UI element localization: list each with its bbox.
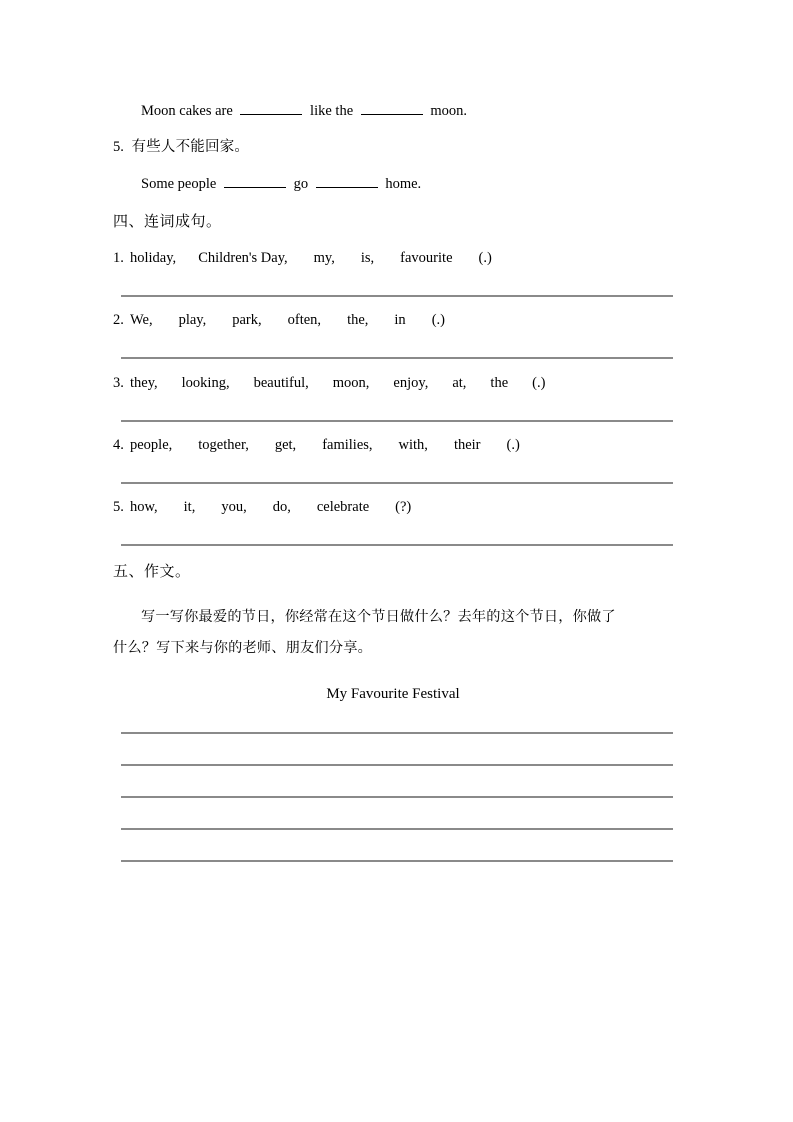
answer-middle: go	[293, 176, 309, 192]
answer-blank[interactable]	[361, 101, 423, 115]
sentence-order-item-3	[113, 375, 545, 392]
section-four-heading: 四、连词成句。	[113, 212, 222, 230]
word: you,	[221, 499, 247, 515]
word: favourite	[400, 250, 453, 266]
word: how,	[130, 499, 158, 515]
answer-prefix: Moon cakes are	[141, 103, 233, 119]
essay-writing-line[interactable]	[121, 732, 673, 734]
essay-prompt-line-1: 写一写你最爱的节日，你经常在这个节日做什么？去年的这个节日，你做了	[141, 609, 616, 625]
item-number: 2.	[113, 312, 124, 328]
word: they,	[130, 375, 158, 391]
item-number: 1.	[113, 250, 124, 266]
punctuation-hint: (.)	[506, 437, 520, 453]
item5-chinese-text: 有些人不能回家。	[131, 139, 250, 155]
item-number: 4.	[113, 437, 124, 453]
answer-rule[interactable]	[121, 357, 673, 359]
word: my,	[313, 250, 335, 266]
essay-writing-line[interactable]	[121, 828, 673, 830]
answer-middle: like the	[310, 103, 354, 119]
answer-prefix: Some people	[141, 176, 217, 192]
item-number: 5.	[113, 139, 124, 155]
word: it,	[183, 499, 196, 515]
answer-suffix: home.	[385, 176, 422, 192]
essay-writing-line[interactable]	[121, 764, 673, 766]
word: in	[394, 312, 406, 328]
sentence-order-item-2	[113, 312, 445, 329]
answer-rule[interactable]	[121, 482, 673, 484]
punctuation-hint: (?)	[395, 499, 412, 515]
answer-blank[interactable]	[316, 174, 378, 188]
word: beautiful,	[253, 375, 309, 391]
sentence-order-item-5	[113, 499, 411, 516]
essay-writing-line[interactable]	[121, 796, 673, 798]
answer-blank[interactable]	[224, 174, 286, 188]
item-number: 3.	[113, 375, 124, 391]
word: together,	[198, 437, 249, 453]
word: people,	[130, 437, 173, 453]
word: families,	[322, 437, 373, 453]
sentence-order-item-1	[113, 250, 492, 267]
word: park,	[232, 312, 262, 328]
word: looking,	[181, 375, 230, 391]
word: the	[490, 375, 509, 391]
word: moon,	[332, 375, 370, 391]
word: at,	[452, 375, 467, 391]
word: with,	[398, 437, 428, 453]
translation-item4-answer	[113, 101, 741, 121]
essay-prompt-line-2: 什么？写下来与你的老师、朋友们分享。	[113, 640, 372, 656]
word: often,	[287, 312, 322, 328]
essay-title: My Favourite Festival	[326, 686, 460, 702]
punctuation-hint: (.)	[431, 312, 445, 328]
word: We,	[130, 312, 153, 328]
translation-item5-answer	[113, 174, 741, 194]
word: the,	[347, 312, 369, 328]
word: play,	[178, 312, 207, 328]
word: enjoy,	[393, 375, 429, 391]
word: get,	[274, 437, 297, 453]
word: holiday,	[130, 250, 177, 266]
section-five-heading: 五、作文。	[113, 562, 191, 580]
punctuation-hint: (.)	[478, 250, 492, 266]
answer-rule[interactable]	[121, 295, 673, 297]
word: celebrate	[316, 499, 370, 515]
word: do,	[272, 499, 291, 515]
sentence-order-item-4	[113, 437, 520, 454]
answer-blank[interactable]	[240, 101, 302, 115]
translation-item5-question	[113, 137, 713, 157]
word: their	[453, 437, 481, 453]
answer-rule[interactable]	[121, 544, 673, 546]
answer-rule[interactable]	[121, 420, 673, 422]
answer-suffix: moon.	[430, 103, 468, 119]
word: Children's Day,	[198, 250, 288, 266]
word: is,	[360, 250, 375, 266]
essay-writing-line[interactable]	[121, 860, 673, 862]
punctuation-hint: (.)	[532, 375, 546, 391]
item-number: 5.	[113, 499, 124, 515]
